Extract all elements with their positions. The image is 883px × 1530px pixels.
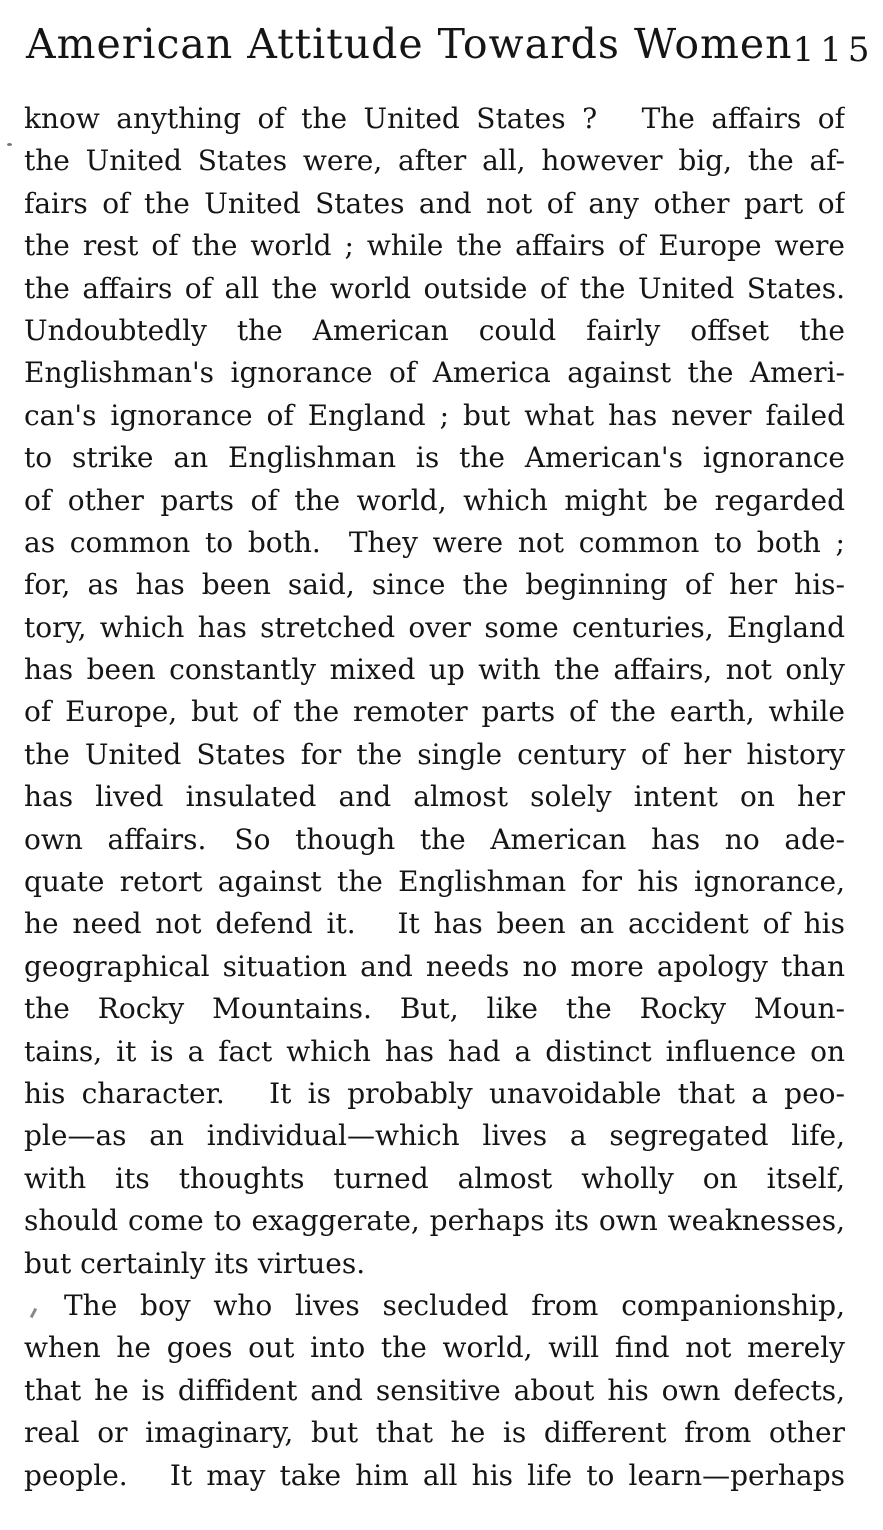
text-line: should come to exaggerate, perhaps its own weaknesses, xyxy=(24,1204,845,1238)
page-header xyxy=(0,0,883,68)
text-line: he need not defend it. It has been an accident of his xyxy=(24,907,845,941)
text-line: geographical situation and needs no more apology than xyxy=(24,949,845,983)
text-line: the United States for the single century of her history xyxy=(24,737,845,771)
text-line: Undoubtedly the American could fairly offset the xyxy=(24,313,845,347)
text-line: can's ignorance of England ; but what has never failed xyxy=(24,398,845,432)
page-body xyxy=(0,68,883,1497)
text-line: when he goes out into the world, will find not merely xyxy=(24,1331,845,1365)
text-line: of Europe, but of the remoter parts of the earth, while xyxy=(24,695,845,729)
text-line: know anything of the United States ? The affairs of xyxy=(24,102,845,135)
text-line: fairs of the United States and not of any other part of xyxy=(24,186,845,220)
text-line: tory, which has stretched over some centuries, England xyxy=(24,610,845,644)
text-line: the United States were, after all, however big, the af- xyxy=(24,144,845,178)
text-line: own affairs. So though the American has no ade- xyxy=(24,822,845,856)
text-line: his character. It is probably unavoidable that a peo- xyxy=(24,1076,845,1110)
text-line: as common to both. They were not common to both ; xyxy=(24,525,845,559)
text-line: of other parts of the world, which might be regarded xyxy=(24,483,845,517)
text-line: quate retort against the Englishman for his ignorance, xyxy=(24,865,845,899)
page-number: 115 xyxy=(792,30,876,70)
text-line: the affairs of all the world outside of the United States. xyxy=(24,271,845,305)
text-line: has lived insulated and almost solely intent on her xyxy=(24,780,845,814)
text-line: people. It may take him all his life to learn—perhaps xyxy=(24,1458,845,1492)
text-line: has been constantly mixed up with the affairs, not only xyxy=(24,653,845,687)
text-line: tains, it is a fact which has had a distinct influence on xyxy=(24,1034,845,1068)
text-line: the Rocky Mountains. But, like the Rocky Moun- xyxy=(24,992,845,1026)
text-line: to strike an Englishman is the American's ignorance xyxy=(24,441,845,475)
text-line: with its thoughts turned almost wholly on itself, xyxy=(24,1161,845,1195)
text-line: that he is diffident and sensitive about his own defects, xyxy=(24,1373,845,1407)
text-line-paragraph-end: but certainly its virtues. xyxy=(24,1246,366,1280)
text-line-paragraph-start: The boy who lives secluded from companionship, xyxy=(64,1288,845,1322)
text-line: ple—as an individual—which lives a segregated life, xyxy=(24,1119,845,1153)
page-title: American Attitude Towards Women xyxy=(26,20,793,68)
text-line: Englishman's ignorance of America against the Ameri- xyxy=(24,356,845,390)
scan-artifact-dot xyxy=(7,143,12,146)
text-line: the rest of the world ; while the affairs of Europe were xyxy=(24,229,845,263)
text-line: real or imaginary, but that he is different from other xyxy=(24,1416,845,1450)
text-line: for, as has been said, since the beginning of her his- xyxy=(24,568,845,602)
